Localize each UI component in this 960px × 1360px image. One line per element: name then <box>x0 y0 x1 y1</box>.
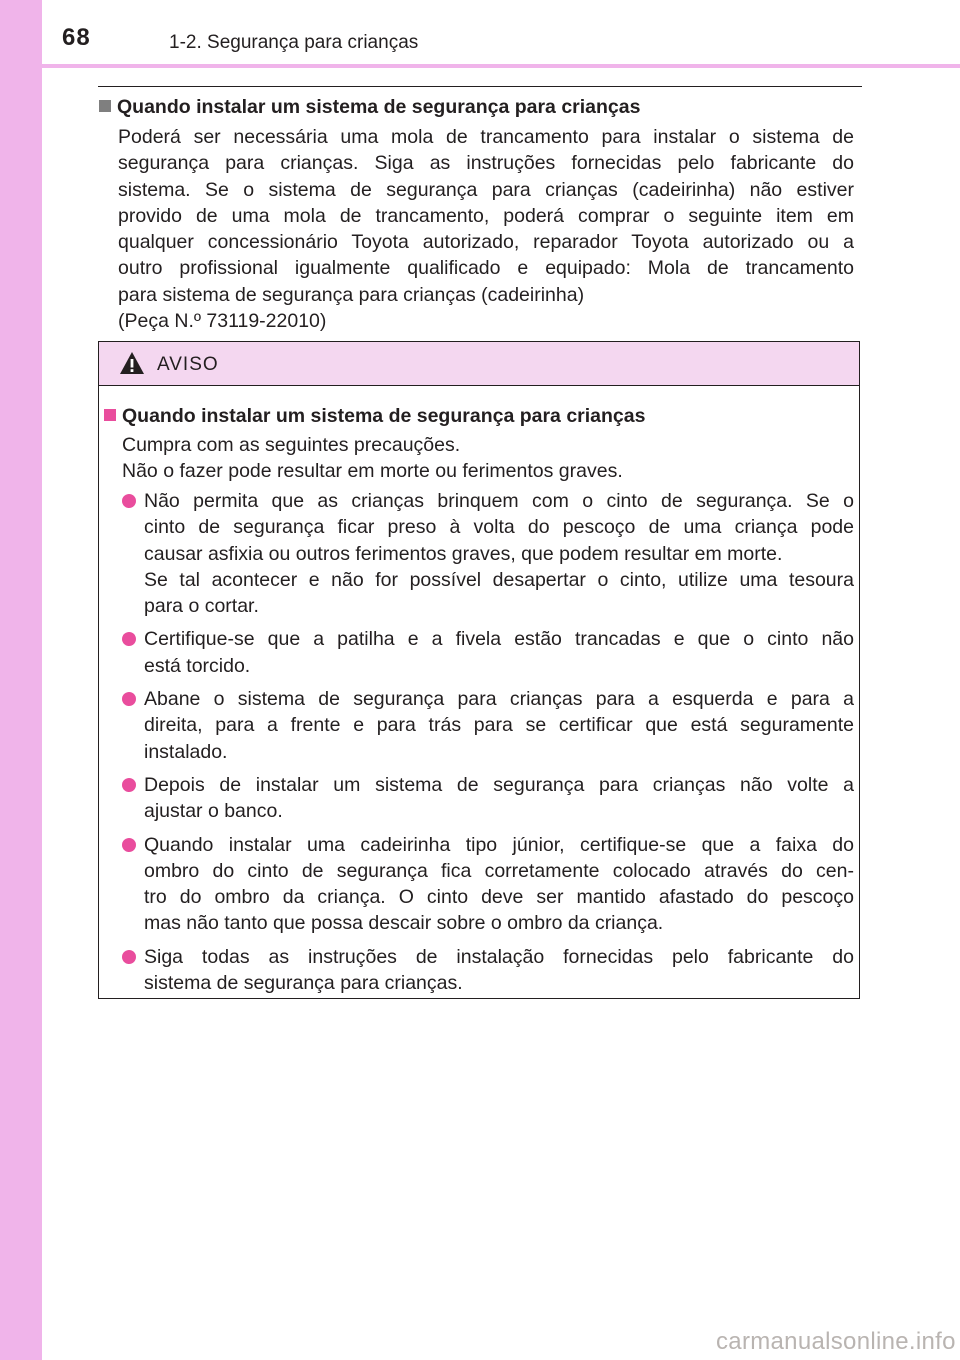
warning-bullet-list <box>122 488 854 1003</box>
bullet-line: tro do ombro da criança. O cinto deve ser mantido afastado do pescoço <box>144 886 854 909</box>
bullet-dot-icon <box>122 778 136 792</box>
bullet-line: instalado. <box>144 740 228 763</box>
warning-bullet-item <box>122 944 854 997</box>
bullet-line: Se tal acontecer e não for possível desapertar o cinto, utilize uma tesoura <box>144 568 854 591</box>
bullet-dot-icon <box>122 632 136 646</box>
warning-header <box>99 342 859 386</box>
warning-label: AVISO <box>157 354 219 375</box>
paragraph-line: sistema. Se o sistema de segurança para crianças (cadeirinha) não estiver <box>118 178 854 201</box>
bullet-line: para o cortar. <box>144 595 259 618</box>
bullet-dot-icon <box>122 494 136 508</box>
bullet-line: Abane o sistema de segurança para crianças para a esquerda e para a <box>144 688 854 711</box>
bullet-dot-icon <box>122 692 136 706</box>
bullet-line: Certifique-se que a patilha e a fivela estão trancadas e que o cinto não <box>144 628 854 651</box>
square-bullet-icon <box>99 100 111 112</box>
bullet-line: ajustar o banco. <box>144 800 283 823</box>
warning-triangle-icon <box>119 351 145 375</box>
page-number: 68 <box>62 24 91 51</box>
bullet-line: Quando instalar uma cadeirinha tipo júnior, certifique-se que a faixa do <box>144 833 854 856</box>
paragraph-line: Poderá ser necessária uma mola de trancamento para instalar o sistema de <box>118 126 854 148</box>
warning-bullet-item <box>122 832 854 937</box>
bullet-line: cinto de segurança ficar preso à volta do pescoço de uma criança pode <box>144 516 854 539</box>
warning-intro-line: Cumpra com as seguintes precauções. <box>122 434 461 456</box>
warning-bullet-item <box>122 772 854 825</box>
bullet-line: causar asfixia ou outros ferimentos graves, que podem resultar em morte. <box>144 542 783 565</box>
square-bullet-icon <box>104 409 116 421</box>
warning-intro <box>122 432 623 485</box>
watermark: carmanualsonline.info <box>716 1328 956 1355</box>
section-heading-text: Quando instalar um sistema de segurança para crianças <box>117 96 641 118</box>
warning-bullet-item <box>122 686 854 765</box>
paragraph-line: outro profissional igualmente qualificado e equipado: Mola de trancamento <box>118 257 854 280</box>
section-title: 1-2. Segurança para crianças <box>169 32 419 53</box>
paragraph-line: provido de uma mola de trancamento, poderá comprar o seguinte item em <box>118 204 854 227</box>
warning-bullet-item <box>122 626 854 679</box>
paragraph-line: para sistema de segurança para crianças (cadeirinha) <box>118 283 585 306</box>
bullet-line: Não permita que as crianças brinquem com o cinto de segurança. Se o <box>144 490 854 512</box>
side-band <box>0 0 42 1360</box>
section-heading <box>99 96 640 119</box>
warning-bullet-item <box>122 488 854 619</box>
bullet-line: direita, para a frente e para trás para se certificar que está seguramente <box>144 714 854 737</box>
bullet-line: mas não tanto que possa descair sobre o ombro da criança. <box>144 912 664 935</box>
paragraph-line: segurança para crianças. Siga as instruções fornecidas pelo fabricante do <box>118 152 854 175</box>
warning-heading-text: Quando instalar um sistema de segurança para crianças <box>122 405 646 427</box>
header-rule <box>98 86 862 87</box>
bullet-dot-icon <box>122 950 136 964</box>
bullet-line: sistema de segurança para crianças. <box>144 972 463 995</box>
section-paragraph <box>118 124 854 334</box>
bullet-line: Depois de instalar um sistema de segurança para crianças não volte a <box>144 773 854 796</box>
paragraph-line: (Peça N.º 73119-22010) <box>118 310 327 333</box>
bullet-line: está torcido. <box>144 654 251 677</box>
paragraph-line: qualquer concessionário Toyota autorizado, reparador Toyota autorizado ou a <box>118 231 854 254</box>
warning-heading <box>104 405 645 428</box>
bullet-line: ombro do cinto de segurança fica corretamente colocado através do cen- <box>144 859 854 882</box>
warning-intro-line: Não o fazer pode resultar em morte ou ferimentos graves. <box>122 460 623 483</box>
bullet-line: Siga todas as instruções de instalação fornecidas pelo fabricante do <box>144 945 854 968</box>
bullet-dot-icon <box>122 838 136 852</box>
